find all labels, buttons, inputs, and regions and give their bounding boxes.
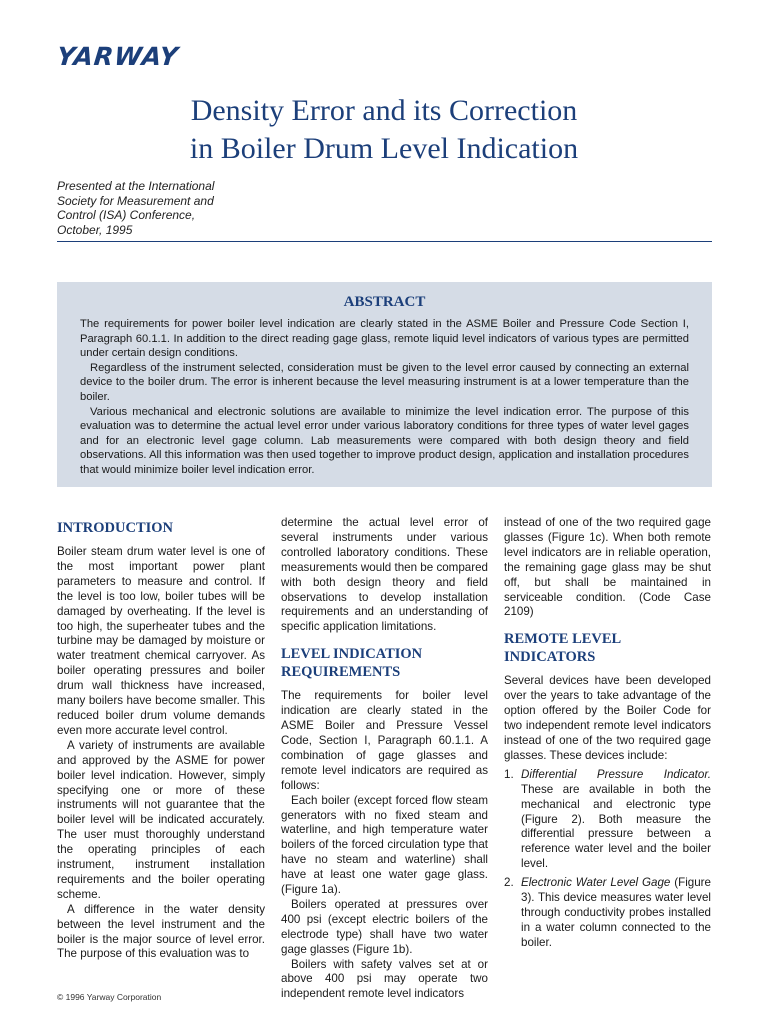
header-divider bbox=[57, 241, 712, 242]
level-requirements-heading bbox=[281, 645, 488, 681]
title-line-1: Density Error and its Correction bbox=[190, 94, 578, 127]
list-item bbox=[504, 768, 711, 872]
heading-line: LEVEL INDICATION bbox=[281, 646, 423, 663]
copyright-footer: © 1996 Yarway Corporation bbox=[57, 992, 162, 1002]
presentation-note bbox=[57, 179, 257, 237]
body-paragraph: Boilers operated at pressures over 400 psi (except electric boilers of the electrode type) shall have two water gage glasses (Figure 1b). bbox=[281, 897, 488, 956]
company-logo: YARWAY bbox=[55, 42, 181, 71]
list-item bbox=[504, 876, 711, 951]
abstract-paragraph: The requirements for power boiler level indication are clearly stated in the ASME Boiler and Pressure Code Section I, Paragraph 60.1.1. In addition to the direct reading gage glass, remote liquid level indicators of various types are permitted under certain design conditions. bbox=[80, 318, 689, 360]
list-item-text: (Figure 3). This device measures water level through conductivity probes installed in a water column connected to the boiler. bbox=[521, 876, 711, 949]
list-item-title: Electronic Water Level Gage bbox=[521, 876, 671, 890]
presentation-line: October, 1995 bbox=[57, 222, 133, 237]
heading-line: REQUIREMENTS bbox=[281, 664, 401, 681]
presentation-line: Presented at the International bbox=[57, 179, 215, 193]
title-line-2: in Boiler Drum Level Indication bbox=[189, 132, 579, 165]
column-3 bbox=[504, 516, 711, 955]
document-title bbox=[0, 92, 768, 168]
body-paragraph: Boiler steam drum water level is one of the most important power plant parameters to measure and control. If the level is too low, boiler tubes will be damaged by overheating. If the level is too high, the superheater tubes and the turbine may be damaged by moisture or water treatment chemical carryover. As boiler operating pressures and boiler drum wall thickness have increased, many boilers have become smaller. This reduced boiler drum volume demands even more accurate level control. bbox=[57, 545, 265, 737]
list-number: 2. bbox=[504, 876, 514, 890]
heading-line: INDICATORS bbox=[504, 649, 596, 666]
body-paragraph: instead of one of the two required gage glasses (Figure 1c). When both remote level indicators are in reliable operation, the remaining gage glass may be shut off, but shall be maintained in serviceable condition. (Code Case 2109) bbox=[504, 516, 711, 619]
body-paragraph: determine the actual level error of several instruments under various controlled laboratory conditions. These measurements would then be compared with both design theory and field observations to develop installation requirements and an understanding of specific application limitations. bbox=[281, 516, 488, 634]
body-paragraph: A variety of instruments are available and approved by the ASME for power boiler level indication. However, simply specifying one or more of these instruments will not guarantee that the boiler level will be indicated accurately. The user must thoroughly understand the operating principles of each instrument, instrument installation requirements and the boiler operating scheme. bbox=[57, 738, 265, 901]
abstract-paragraph: Regardless of the instrument selected, consideration must be given to the level error caused by connecting an external device to the boiler drum. The error is inherent because the level measuring instrument is at a lower temperature than the boiler. bbox=[80, 361, 689, 403]
presentation-line: Control (ISA) Conference, bbox=[57, 208, 196, 222]
column-1 bbox=[57, 516, 265, 962]
body-paragraph: A difference in the water density between the level instrument and the boiler is the major source of level error. The purpose of this evaluation was to bbox=[57, 902, 265, 961]
body-paragraph: Each boiler (except forced flow steam generators with no fixed steam and waterline, and high temperature water boilers of the forced circulation type that have no steam and waterline) shall have at least one water gage glass. (Figure 1a). bbox=[281, 793, 488, 897]
abstract-heading: ABSTRACT bbox=[343, 294, 426, 310]
body-paragraph: The requirements for boiler level indication are clearly stated in the ASME Boiler and Pressure Vessel Code, Section I, Paragraph 60.1.1. A combination of gage glasses and remote level indicators are required as follows: bbox=[281, 689, 488, 792]
device-list bbox=[504, 768, 711, 951]
abstract-box bbox=[57, 282, 712, 487]
presentation-line: Society for Measurement and bbox=[57, 193, 214, 208]
abstract-paragraph: Various mechanical and electronic solutions are available to minimize the level indication error. The purpose of this evaluation was to determine the actual level error under various laboratory conditions for three types of water level gages and for an electronic level gage column. Lab measurements were compared with both design theory and field observations. All this information was then used together to improve product design, application and installation procedures that would minimize boiler level indication error. bbox=[80, 405, 689, 476]
heading-line: REMOTE LEVEL bbox=[504, 631, 622, 648]
body-paragraph: Several devices have been developed over the years to take advantage of the option offered by the Boiler Code for two independent remote level indicators instead of one of the two required gage glasses. These devices include: bbox=[504, 674, 711, 762]
body-paragraph: Boilers with safety valves set at or above 400 psi may operate two independent remote level indicators bbox=[281, 957, 488, 1001]
introduction-heading: INTRODUCTION bbox=[57, 520, 174, 536]
list-item-title: Differential Pressure Indicator. bbox=[521, 767, 711, 781]
remote-indicators-heading bbox=[504, 630, 711, 666]
list-item-text: These are available in both the mechanical and electronic type (Figure 2). Both measure the differential pressure between a reference water level and the boiler level. bbox=[521, 782, 711, 871]
list-number: 1. bbox=[504, 767, 514, 781]
column-2 bbox=[281, 516, 488, 1002]
